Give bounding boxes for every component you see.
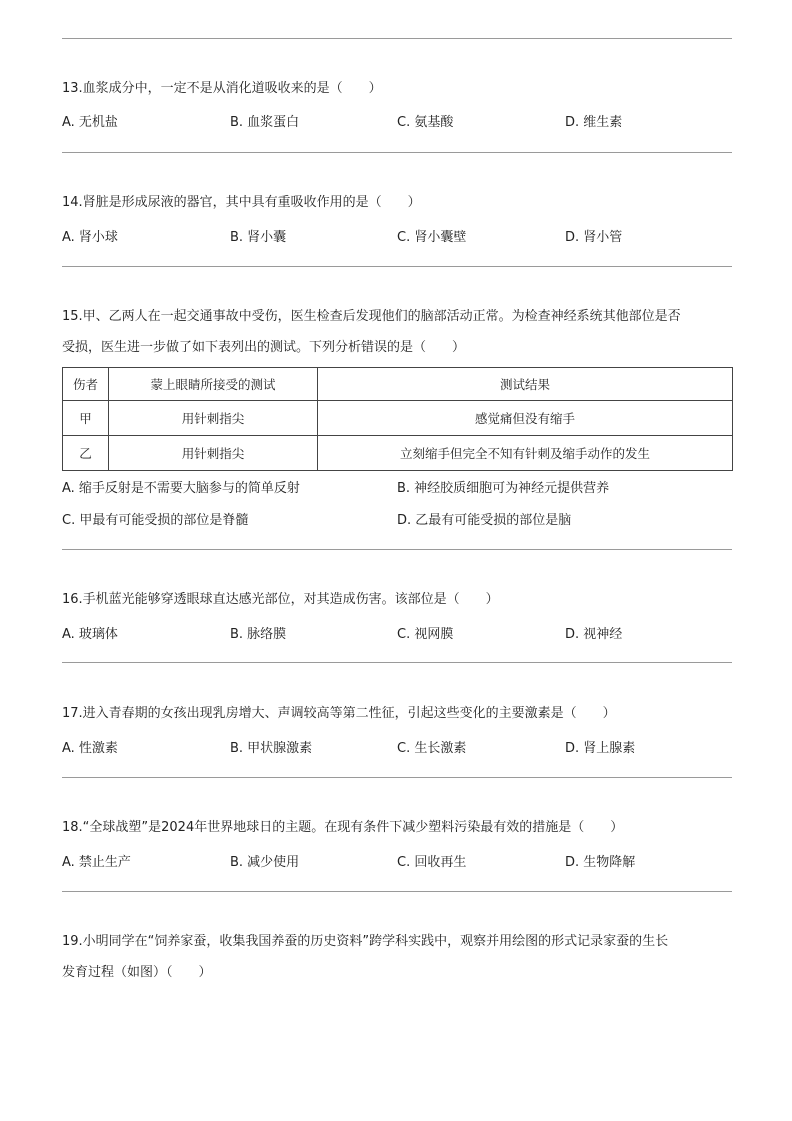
option-a: A. 缩手反射是不需要大脑参与的简单反射 bbox=[62, 481, 300, 496]
question-19-stem-line-2: 发育过程（如图）（ ） bbox=[62, 965, 212, 980]
divider bbox=[62, 38, 732, 39]
option-a: A. 无机盐 bbox=[62, 115, 118, 130]
table-cell: 感觉痛但没有缩手 bbox=[318, 401, 733, 436]
option-c: C. 生长激素 bbox=[397, 741, 467, 756]
option-d: D. 乙最有可能受损的部位是脑 bbox=[397, 513, 572, 528]
divider bbox=[62, 152, 732, 153]
table-cell: 甲 bbox=[63, 401, 109, 436]
question-17-stem: 17.进入青春期的女孩出现乳房增大、声调较高等第二性征，引起这些变化的主要激素是（ ） bbox=[62, 706, 616, 721]
question-18-options bbox=[62, 851, 734, 871]
divider bbox=[62, 549, 732, 550]
table-row bbox=[63, 436, 733, 471]
question-16-options bbox=[62, 623, 734, 643]
option-b: B. 减少使用 bbox=[230, 855, 300, 870]
option-c: C. 回收再生 bbox=[397, 855, 467, 870]
option-d: D. 生物降解 bbox=[565, 855, 636, 870]
option-b: B. 脉络膜 bbox=[230, 627, 287, 642]
test-results-table bbox=[62, 367, 733, 471]
option-d: D. 维生素 bbox=[565, 115, 623, 130]
option-b: B. 肾小囊 bbox=[230, 230, 287, 245]
option-a: A. 肾小球 bbox=[62, 230, 118, 245]
divider bbox=[62, 266, 732, 267]
table-cell: 用针刺指尖 bbox=[109, 436, 318, 471]
option-c: C. 甲最有可能受损的部位是脊髓 bbox=[62, 513, 249, 528]
option-b: B. 甲状腺激素 bbox=[230, 741, 313, 756]
option-a: A. 玻璃体 bbox=[62, 627, 118, 642]
question-14-options bbox=[62, 226, 734, 246]
option-a: A. 禁止生产 bbox=[62, 855, 131, 870]
question-16-stem: 16.手机蓝光能够穿透眼球直达感光部位，对其造成伤害。该部位是（ ） bbox=[62, 592, 499, 607]
table-cell: 立刻缩手但完全不知有针刺及缩手动作的发生 bbox=[318, 436, 733, 471]
question-15-stem-line-2: 受损，医生进一步做了如下表列出的测试。下列分析错误的是（ ） bbox=[62, 340, 466, 355]
question-18-stem: 18.“全球战塑”是2024年世界地球日的主题。在现有条件下减少塑料污染最有效的措施是（ ） bbox=[62, 820, 624, 835]
option-b: B. 血浆蛋白 bbox=[230, 115, 300, 130]
option-d: D. 肾小管 bbox=[565, 230, 623, 245]
question-13-stem: 13.血浆成分中，一定不是从消化道吸收来的是（ ） bbox=[62, 81, 382, 96]
table-header: 伤者 bbox=[63, 368, 109, 401]
table-cell: 用针刺指尖 bbox=[109, 401, 318, 436]
table-header: 蒙上眼睛所接受的测试 bbox=[109, 368, 318, 401]
divider bbox=[62, 777, 732, 778]
question-19-stem-line-1: 19.小明同学在“饲养家蚕，收集我国养蚕的历史资料”跨学科实践中，观察并用绘图的形式记录家蚕的生长 bbox=[62, 934, 669, 949]
table-header: 测试结果 bbox=[318, 368, 733, 401]
option-c: C. 肾小囊壁 bbox=[397, 230, 467, 245]
option-c: C. 氨基酸 bbox=[397, 115, 454, 130]
option-a: A. 性激素 bbox=[62, 741, 118, 756]
option-b: B. 神经胶质细胞可为神经元提供营养 bbox=[397, 481, 610, 496]
question-17-options bbox=[62, 737, 734, 757]
divider bbox=[62, 891, 732, 892]
question-15-options-row-2 bbox=[62, 509, 734, 529]
question-14-stem: 14.肾脏是形成尿液的器官，其中具有重吸收作用的是（ ） bbox=[62, 195, 421, 210]
table-cell: 乙 bbox=[63, 436, 109, 471]
option-d: D. 肾上腺素 bbox=[565, 741, 636, 756]
table-row bbox=[63, 401, 733, 436]
question-15-options-row-1 bbox=[62, 477, 734, 497]
option-c: C. 视网膜 bbox=[397, 627, 454, 642]
question-13-options bbox=[62, 111, 734, 131]
divider bbox=[62, 662, 732, 663]
option-d: D. 视神经 bbox=[565, 627, 623, 642]
table-header-row bbox=[63, 368, 733, 401]
question-15-stem-line-1: 15.甲、乙两人在一起交通事故中受伤，医生检查后发现他们的脑部活动正常。为检查神经系统其他部位是否 bbox=[62, 309, 681, 324]
